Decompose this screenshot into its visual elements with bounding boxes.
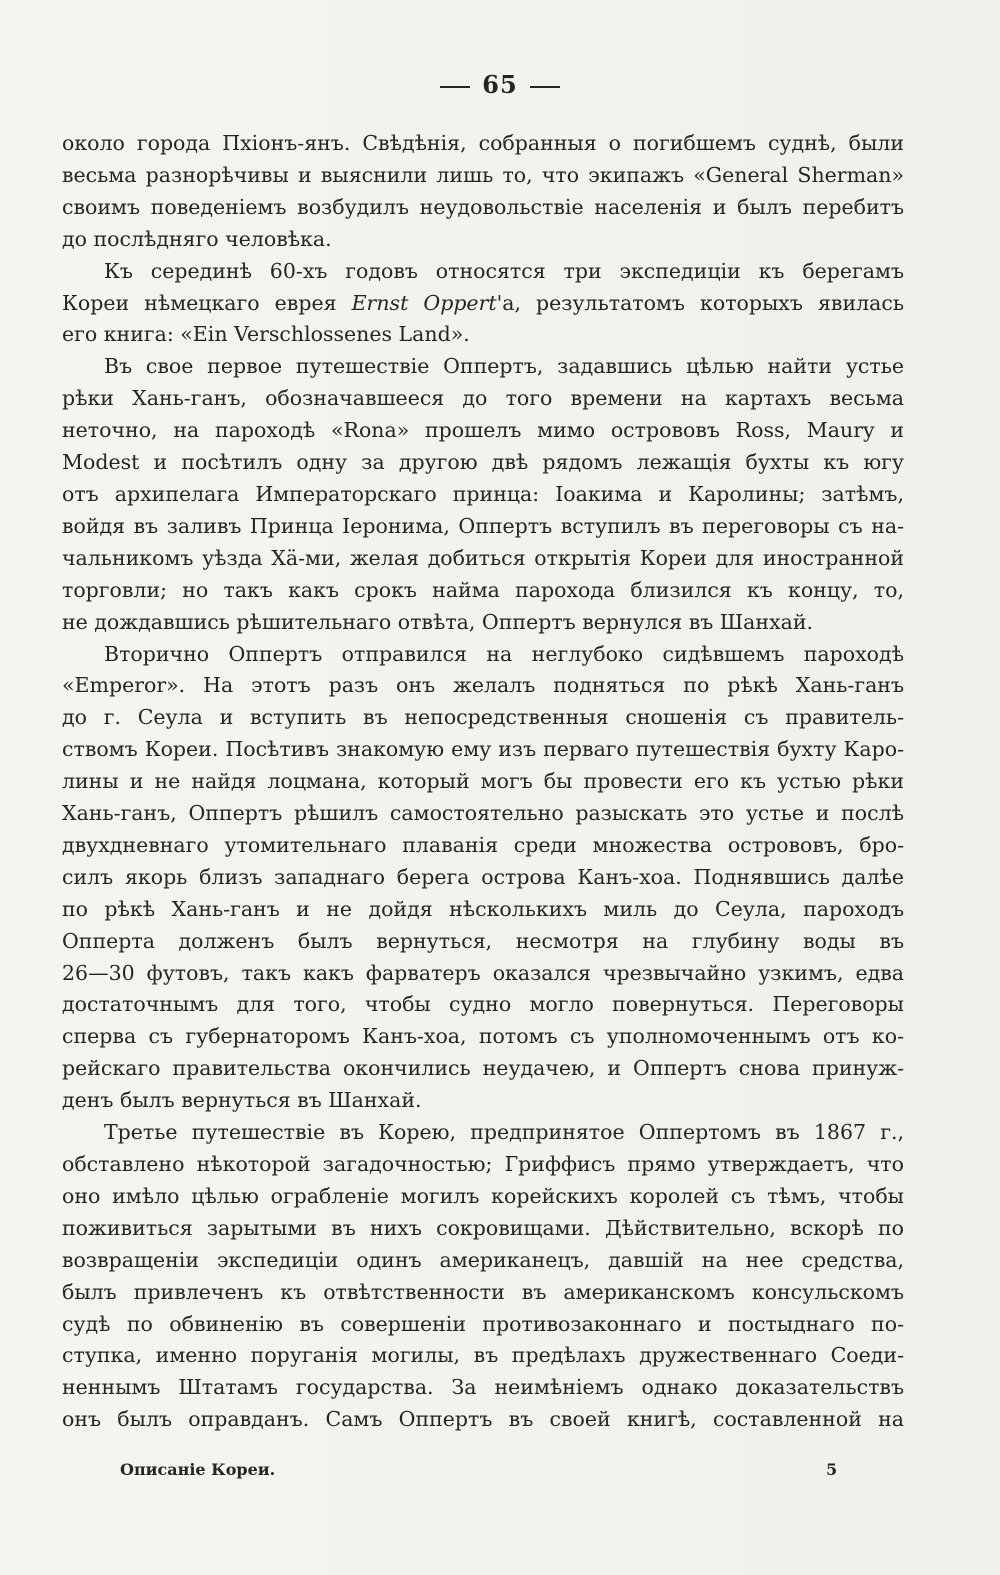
text-line: своимъ поведенiемъ возбудилъ неудовольствiе населенiя и былъ перебитъ <box>62 194 904 219</box>
page-number-dash-right <box>530 86 560 88</box>
footer-title: Описанiе Кореи. <box>120 1460 276 1479</box>
text-line: по рѣкѣ Хань-ганъ и не дойдя нѣсколькихъ миль до Сеула, пароходъ <box>62 896 904 921</box>
text-line: возвращенiи экспедицiи одинъ американецъ, давшiй на нее средства, <box>62 1247 904 1272</box>
italic-name: Ernst Oppert' <box>351 290 503 315</box>
text-line: неточно, на пароходѣ «Rona» прошелъ мимо острововъ Ross, Maury и <box>62 418 904 443</box>
text-line: весьма разнорѣчивы и выяснили лишь то, что экипажъ «General Sherman» <box>62 162 904 187</box>
page-footer <box>0 1460 1000 1490</box>
text-line: денъ былъ вернуться въ Шанхай. <box>62 1088 422 1113</box>
text-line: ступка, именно поруганiя могилы, въ предѣлахъ дружественнаго Соеди- <box>62 1343 904 1368</box>
text-line: 26—30 футовъ, такъ какъ фарватеръ оказался чрезвычайно узкимъ, едва <box>62 960 904 985</box>
text-line: былъ привлеченъ къ отвѣтственности въ американскомъ консульскомъ <box>62 1279 904 1304</box>
text-line: торговли; но такъ какъ срокъ найма парохода близился къ концу, то, <box>62 577 904 602</box>
text-line: двухдневнаго утомительнаго плаванiя среди множества острововъ, бро- <box>62 832 904 857</box>
text-line: войдя въ заливъ Принца Iеронима, Оппертъ вступилъ въ переговоры съ на- <box>62 513 904 538</box>
text-line: рейскаго правительства окончились неудачею, и Оппертъ снова принуж- <box>62 1056 904 1081</box>
text-line: онъ былъ оправданъ. Самъ Оппертъ въ своей книгѣ, составленной на <box>62 1407 904 1432</box>
text-line: чальникомъ уѣзда Хä-ми, желая добиться открытiя Кореи для иностранной <box>62 545 904 570</box>
text-line: неннымъ Штатамъ государства. За неимѣнiемъ однако доказательствъ <box>62 1375 904 1400</box>
text-line: «Emperor». На этотъ разъ онъ желалъ подняться по рѣкѣ Хань-ганъ <box>62 673 904 698</box>
page-number <box>0 70 1000 99</box>
text-line: его книга: «Ein Verschlossenes Land». <box>62 322 470 347</box>
text-line: не дождавшись рѣшительнаго отвѣта, Оппертъ вернулся въ Шанхай. <box>62 609 814 634</box>
paragraph <box>62 639 904 1118</box>
text-line: Въ свое первое путешествiе Оппертъ, задавшись цѣлью найти устье <box>104 354 904 379</box>
text-line: Modest и посѣтилъ одну за другою двѣ рядомъ лежащiя бухты къ югу <box>62 450 904 475</box>
paragraph <box>62 351 904 638</box>
text-line: обставлено нѣкоторой загадочностью; Гриффисъ прямо утверждаетъ, что <box>62 1152 904 1176</box>
text-line: Кореи нѣмецкаго еврея Ernst Oppert'а, результатомъ которыхъ явилась <box>62 290 905 315</box>
text-line: Хань-ганъ, Оппертъ рѣшилъ самостоятельно разыскать это устье и послѣ <box>62 801 904 826</box>
text-line: до г. Сеула и вступить въ непосредственныя сношенiя съ правитель- <box>62 705 904 730</box>
text-line: до послѣдняго человѣка. <box>62 226 332 251</box>
text-line: Третье путешествiе въ Корею, предпринятое Оппертомъ въ 1867 г., <box>104 1120 904 1145</box>
text-line: Вторично Оппертъ отправился на неглубоко сидѣвшемъ пароходѣ <box>104 641 904 666</box>
text-line: Къ серединѣ 60-хъ годовъ относятся три экспедицiи къ берегамъ <box>104 258 904 283</box>
text-line: рѣки Хань-ганъ, обозначавшееся до того времени на картахъ весьма <box>62 386 904 411</box>
paragraph <box>62 256 904 352</box>
text-line: достаточнымъ для того, чтобы судно могло повернуться. Переговоры <box>62 992 904 1017</box>
text-line: оно имѣло цѣлью ограбленiе могилъ корейскихъ королей съ тѣмъ, чтобы <box>62 1183 904 1208</box>
text-line: силъ якорь близъ западнаго берега острова Канъ-хоа. Поднявшись далѣе <box>62 864 904 889</box>
page-number-text: 65 <box>482 70 518 99</box>
text-line: ствомъ Кореи. Посѣтивъ знакомую ему изъ перваго путешествiя бухту Каро- <box>62 737 904 762</box>
paragraph <box>62 1117 904 1436</box>
text-line: судѣ по обвиненiю въ совершенiи противозаконнаго и постыднаго по- <box>62 1311 904 1336</box>
text-line: отъ архипелага Императорскаго принца: Iоакима и Каролины; затѣмъ, <box>62 481 904 506</box>
body-text <box>62 128 904 1436</box>
text-line: около города Пхiонъ-янъ. Свѣдѣнiя, собранныя о погибшемъ суднѣ, были <box>62 131 904 155</box>
text-line: лины и не найдя лоцмана, который могъ бы провести его къ устью рѣки <box>62 769 904 794</box>
paragraph <box>62 128 904 256</box>
text-line: сперва съ губернаторомъ Канъ-хоа, потомъ съ уполномоченнымъ отъ ко- <box>62 1024 904 1049</box>
signature-mark: 5 <box>826 1460 838 1479</box>
text-line: Опперта долженъ былъ вернуться, несмотря на глубину воды въ <box>62 928 904 953</box>
page-number-dash-left <box>440 86 470 88</box>
text-line: поживиться зарытыми въ нихъ сокровищами. Дѣйствительно, вскорѣ по <box>62 1215 904 1240</box>
